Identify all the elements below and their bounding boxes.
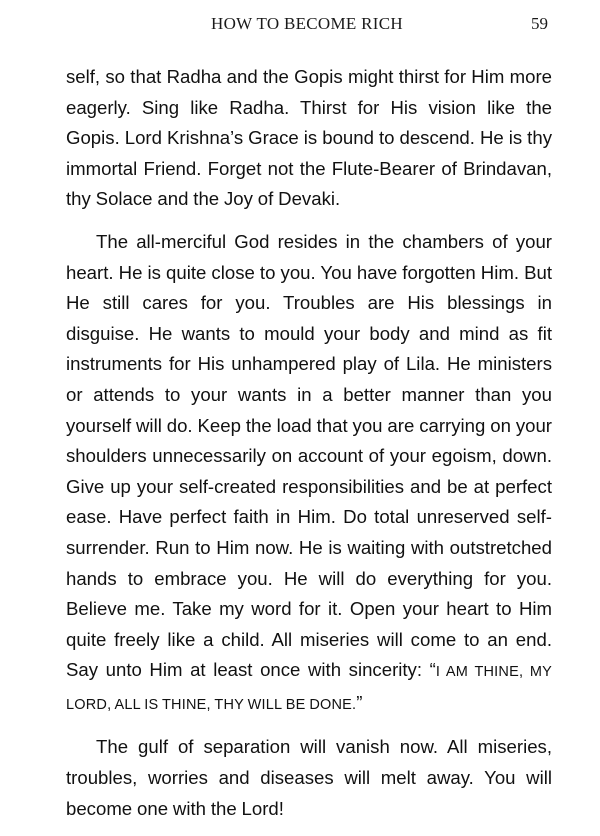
running-head [66, 14, 548, 44]
paragraph-2-text: The all-merciful God resides in the chambers of your heart. He is quite close to you. You have forgotten Him. But He still cares for you. Troubles are His blessings in disguise. He wants to mould your body and mind as fit instruments for His unhampered play of Lila. He ministers or attends to your wants in a better manner than you yourself will do. Keep the load that you are carrying on your shoulders unnecessarily on account of your egoism, down. Give up your self-created responsibilities and be at perfect ease. Have perfect faith in Him. Do total unreserved self-surrender. Run to Him now. He is waiting with outstretched hands to embrace you. He will do everything for you. Believe me. Take my word for it. Open your heart to Him quite freely like a child. All miseries will come to an end. Say unto Him at least once with sincerity: “ [66, 230, 552, 681]
body-text [66, 62, 552, 836]
closing-quote: ” [356, 691, 363, 713]
paragraph-1: self, so that Radha and the Gopis might thirst for Him more eagerly. Sing like Radha. Thirst for His vision like the Gopis. Lord Krishna’s Grace is bound to descend. He is thy immortal Friend. Forget not the Flute-Bearer of Brindavan, thy Solace and the Joy of Devaki. [66, 66, 552, 210]
quoted-prayer: I AM THINE, MY LORD, ALL IS THINE, THY WILL BE DONE. [66, 664, 553, 713]
page-number: 59 [531, 14, 548, 33]
paragraph-2 [66, 227, 552, 721]
paragraph-3: The gulf of separation will vanish now. All miseries, troubles, worries and diseases will melt away. You will become one with the Lord! [66, 736, 552, 819]
running-title: HOW TO BECOME RICH [211, 14, 403, 33]
